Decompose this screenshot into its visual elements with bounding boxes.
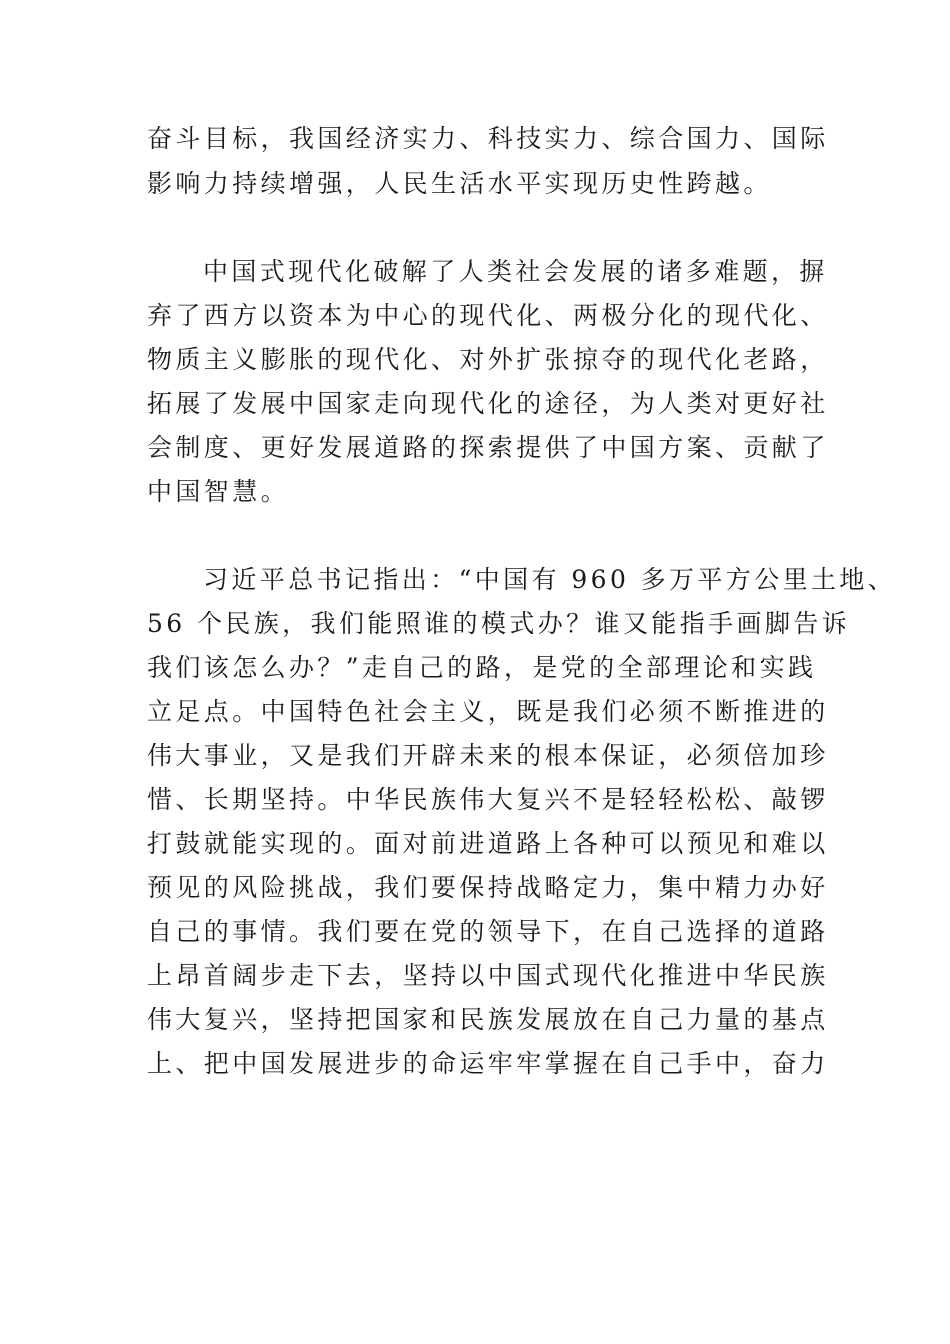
- paragraph-3-line-8: 预见的风险挑战，我们要保持战略定力，集中精力办好: [147, 873, 829, 902]
- paragraph-3-line-4: 立足点。中国特色社会主义，既是我们必须不断推进的: [147, 697, 829, 726]
- paragraph-2-line-4: 拓展了发展中国家走向现代化的途径，为人类对更好社: [147, 389, 829, 418]
- paragraph-3-line-10: 上昂首阔步走下去，坚持以中国式现代化推进中华民族: [147, 961, 829, 990]
- paragraph-3-line-5: 伟大事业，又是我们开辟未来的根本保证，必须倍加珍: [147, 741, 829, 770]
- paragraph-1-line-1: 奋斗目标，我国经济实力、科技实力、综合国力、国际: [147, 124, 829, 153]
- paragraph-2-line-1: 中国式现代化破解了人类社会发展的诸多难题，摒: [203, 257, 828, 286]
- paragraph-3-line-7: 打鼓就能实现的。面对前进道路上各种可以预见和难以: [147, 829, 829, 858]
- paragraph-3-line-6: 惜、长期坚持。中华民族伟大复兴不是轻轻松松、敲锣: [147, 785, 829, 814]
- paragraph-2-line-2: 弃了西方以资本为中心的现代化、两极分化的现代化、: [147, 301, 829, 330]
- paragraph-3-line-12: 上、把中国发展进步的命运牢牢掌握在自己手中，奋力: [147, 1049, 829, 1078]
- paragraph-2-line-6: 中国智慧。: [147, 477, 290, 506]
- paragraph-1-line-2: 影响力持续增强，人民生活水平实现历史性跨越。: [147, 169, 772, 198]
- paragraph-2-line-3: 物质主义膨胀的现代化、对外扩张掠夺的现代化老路，: [147, 345, 829, 374]
- paragraph-3-line-3: 我们该怎么办？”走自己的路，是党的全部理论和实践: [147, 653, 817, 682]
- paragraph-3-line-1: 习近平总书记指出：“中国有 960 多万平方公里土地、: [203, 565, 897, 594]
- paragraph-3-line-2: 56 个民族，我们能照谁的模式办？谁又能指手画脚告诉: [147, 609, 851, 638]
- paragraph-2-line-5: 会制度、更好发展道路的探索提供了中国方案、贡献了: [147, 433, 829, 462]
- paragraph-3-line-9: 自己的事情。我们要在党的领导下，在自己选择的道路: [147, 917, 829, 946]
- paragraph-3-line-11: 伟大复兴，坚持把国家和民族发展放在自己力量的基点: [147, 1005, 829, 1034]
